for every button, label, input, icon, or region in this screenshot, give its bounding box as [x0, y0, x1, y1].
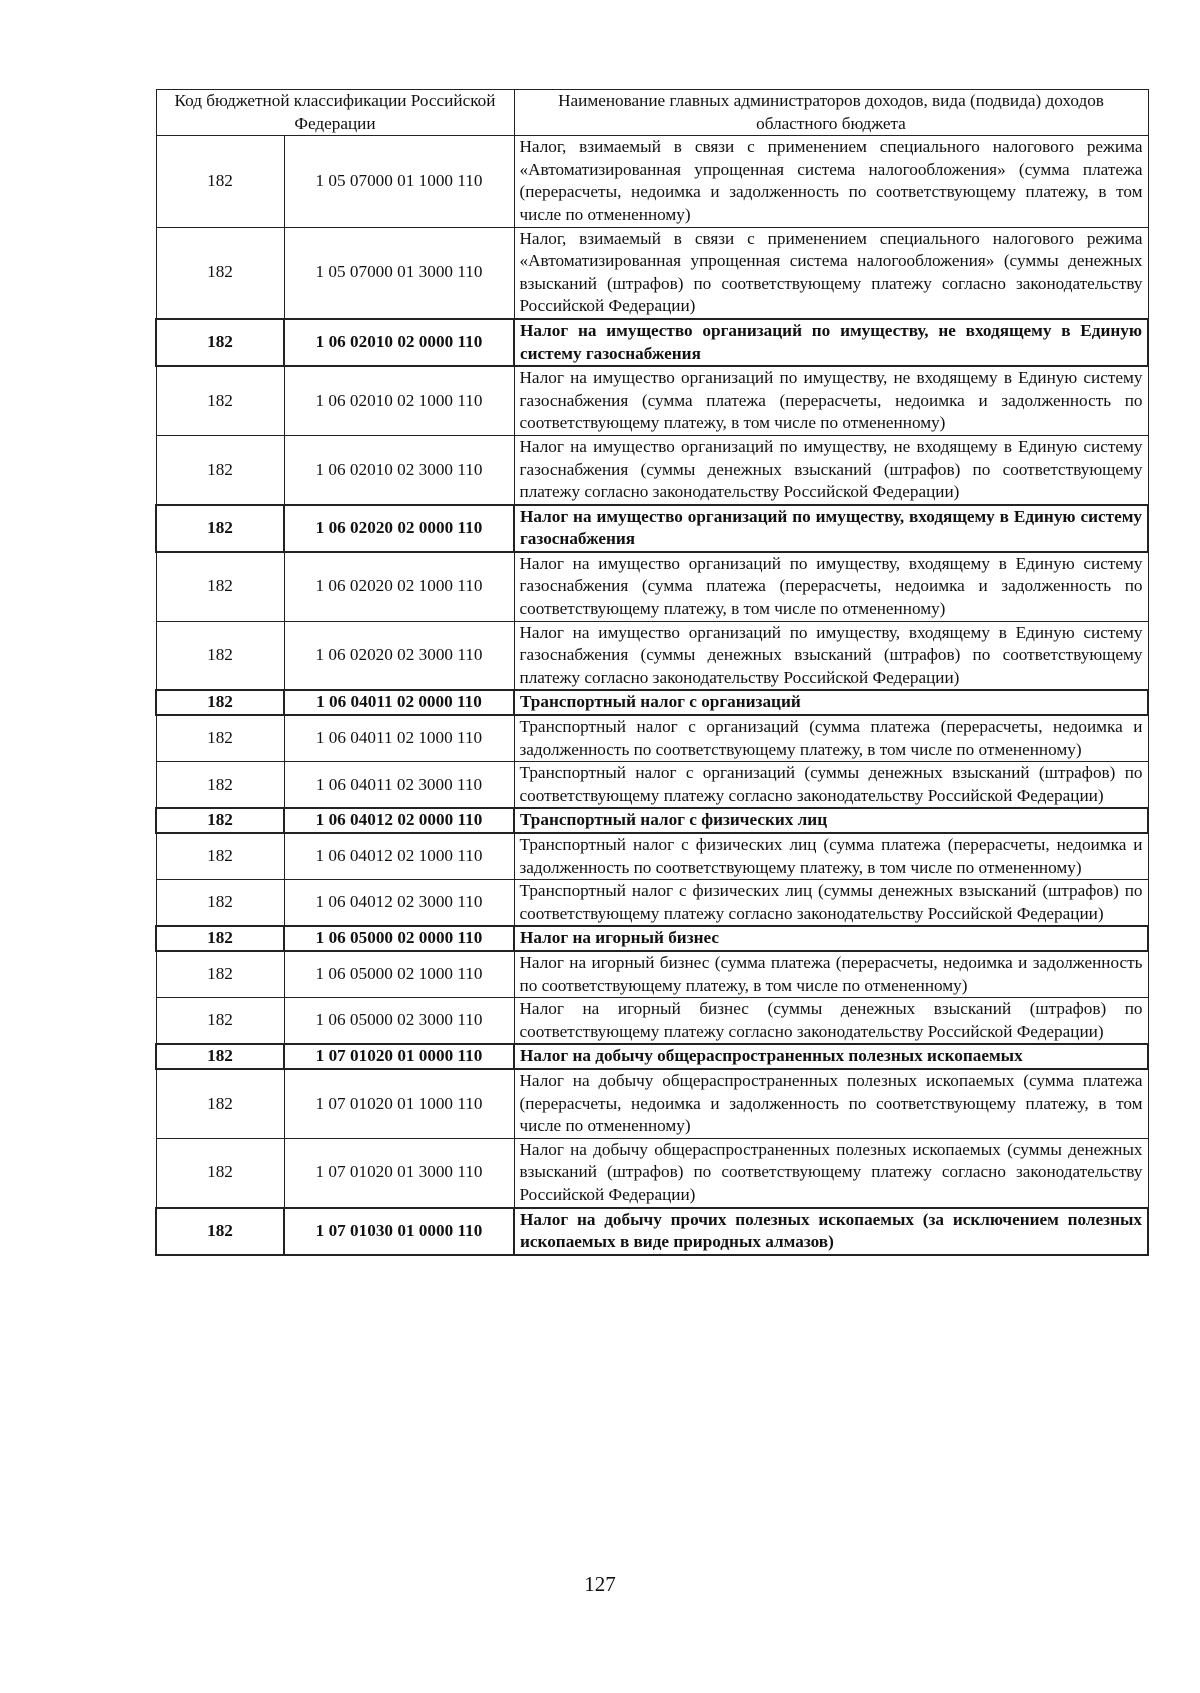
admin-code-cell: 182	[156, 505, 284, 552]
income-name-cell: Налог на имущество организаций по имуществу, не входящему в Единую систему газоснабжения (суммы денежных взысканий (штрафов) по соответствующему платежу согласно законодательству Российской Федерации)	[514, 435, 1148, 504]
budget-code-cell: 1 06 05000 02 3000 110	[284, 998, 514, 1045]
table-row	[156, 136, 1148, 227]
budget-code-cell: 1 06 02020 02 1000 110	[284, 552, 514, 621]
income-name-cell: Налог на имущество организаций по имуществу, входящему в Единую систему газоснабжения (суммы денежных взысканий (штрафов) по соответствующему платежу согласно законодательству Российской Федерации)	[514, 621, 1148, 690]
page-number: 127	[584, 1572, 616, 1596]
budget-code-cell: 1 07 01020 01 0000 110	[284, 1044, 514, 1069]
table-row	[156, 833, 1148, 880]
table-row	[156, 808, 1148, 833]
admin-code-cell: 182	[156, 1044, 284, 1069]
table-row	[156, 1138, 1148, 1207]
income-name-cell: Налог, взимаемый в связи с применением специального налогового режима «Автоматизированная упрощенная система налогообложения» (сумма платежа (перерасчеты, недоимка и задолженность по соответствующему платежу, в том числе по отмененному)	[514, 136, 1148, 227]
admin-code-cell: 182	[156, 808, 284, 833]
budget-classification-table	[155, 89, 1149, 1256]
budget-code-cell: 1 06 02020 02 0000 110	[284, 505, 514, 552]
budget-code-cell: 1 06 04011 02 3000 110	[284, 762, 514, 809]
table-row	[156, 998, 1148, 1045]
table-row	[156, 926, 1148, 951]
table-row	[156, 880, 1148, 927]
budget-code-cell: 1 06 04011 02 1000 110	[284, 715, 514, 762]
budget-code-cell: 1 07 01020 01 3000 110	[284, 1138, 514, 1207]
admin-code-cell: 182	[156, 1208, 284, 1255]
budget-code-cell: 1 06 02020 02 3000 110	[284, 621, 514, 690]
budget-code-cell: 1 06 04011 02 0000 110	[284, 690, 514, 715]
budget-code-cell: 1 06 05000 02 0000 110	[284, 926, 514, 951]
income-name-cell: Транспортный налог с организаций	[514, 690, 1148, 715]
income-name-cell: Транспортный налог с организаций (сумма платежа (перерасчеты, недоимка и задолженность по соответствующему платежу, в том числе по отмененному)	[514, 715, 1148, 762]
table-header-row	[156, 90, 1148, 136]
table-row	[156, 1069, 1148, 1138]
admin-code-cell: 182	[156, 435, 284, 504]
table-row	[156, 951, 1148, 998]
budget-code-cell: 1 05 07000 01 3000 110	[284, 227, 514, 319]
table-row	[156, 762, 1148, 809]
income-name-cell: Налог на имущество организаций по имуществу, не входящему в Единую систему газоснабжения (сумма платежа (перерасчеты, недоимка и задолженность по соответствующему платежу, в том числе по отмененному)	[514, 366, 1148, 435]
income-name-cell: Транспортный налог с физических лиц (сумма платежа (перерасчеты, недоимка и задолженность по соответствующему платежу, в том числе по отмененному)	[514, 833, 1148, 880]
budget-code-cell: 1 06 02010 02 3000 110	[284, 435, 514, 504]
income-name-cell: Налог на добычу общераспространенных полезных ископаемых (суммы денежных взысканий (штрафов) по соответствующему платежу согласно законодательству Российской Федерации)	[514, 1138, 1148, 1207]
admin-code-cell: 182	[156, 715, 284, 762]
income-name-cell: Налог на игорный бизнес	[514, 926, 1148, 951]
income-name-cell: Налог на имущество организаций по имуществу, входящему в Единую систему газоснабжения (сумма платежа (перерасчеты, недоимка и задолженность по соответствующему платежу, в том числе по отмененному)	[514, 552, 1148, 621]
code-column-header: Код бюджетной классификации Российской Федерации	[156, 90, 514, 136]
budget-code-cell: 1 06 02010 02 0000 110	[284, 319, 514, 366]
income-name-cell: Налог на добычу общераспространенных полезных ископаемых	[514, 1044, 1148, 1069]
admin-code-cell: 182	[156, 1069, 284, 1138]
table-row	[156, 621, 1148, 690]
budget-code-cell: 1 06 05000 02 1000 110	[284, 951, 514, 998]
table-row	[156, 366, 1148, 435]
income-name-cell: Налог на игорный бизнес (суммы денежных взысканий (штрафов) по соответствующему платежу согласно законодательству Российской Федерации)	[514, 998, 1148, 1045]
income-name-cell: Транспортный налог с физических лиц (суммы денежных взысканий (штрафов) по соответствующему платежу согласно законодательству Российской Федерации)	[514, 880, 1148, 927]
admin-code-cell: 182	[156, 880, 284, 927]
budget-code-cell: 1 05 07000 01 1000 110	[284, 136, 514, 227]
income-name-cell: Транспортный налог с организаций (суммы денежных взысканий (штрафов) по соответствующему платежу согласно законодательству Российской Федерации)	[514, 762, 1148, 809]
admin-code-cell: 182	[156, 833, 284, 880]
income-name-cell: Транспортный налог с физических лиц	[514, 808, 1148, 833]
table-row	[156, 319, 1148, 366]
admin-code-cell: 182	[156, 552, 284, 621]
table-row	[156, 1208, 1148, 1255]
name-column-header: Наименование главных администраторов доходов, вида (подвида) доходов областного бюджета	[514, 90, 1148, 136]
admin-code-cell: 182	[156, 690, 284, 715]
admin-code-cell: 182	[156, 136, 284, 227]
admin-code-cell: 182	[156, 762, 284, 809]
admin-code-cell: 182	[156, 319, 284, 366]
budget-code-cell: 1 06 04012 02 1000 110	[284, 833, 514, 880]
budget-code-cell: 1 06 04012 02 3000 110	[284, 880, 514, 927]
budget-code-cell: 1 06 02010 02 1000 110	[284, 366, 514, 435]
table-row	[156, 715, 1148, 762]
budget-code-cell: 1 07 01020 01 1000 110	[284, 1069, 514, 1138]
income-name-cell: Налог на добычу общераспространенных полезных ископаемых (сумма платежа (перерасчеты, недоимка и задолженность по соответствующему платежу, в том числе по отмененному)	[514, 1069, 1148, 1138]
table-row	[156, 505, 1148, 552]
table-row	[156, 690, 1148, 715]
admin-code-cell: 182	[156, 951, 284, 998]
admin-code-cell: 182	[156, 227, 284, 319]
table-row	[156, 552, 1148, 621]
table-row	[156, 435, 1148, 504]
income-name-cell: Налог на игорный бизнес (сумма платежа (перерасчеты, недоимка и задолженность по соответствующему платежу, в том числе по отмененному)	[514, 951, 1148, 998]
table-body	[156, 136, 1148, 1255]
admin-code-cell: 182	[156, 926, 284, 951]
table-row	[156, 1044, 1148, 1069]
income-name-cell: Налог на имущество организаций по имуществу, не входящему в Единую систему газоснабжения	[514, 319, 1148, 366]
budget-code-cell: 1 07 01030 01 0000 110	[284, 1208, 514, 1255]
income-name-cell: Налог на имущество организаций по имуществу, входящему в Единую систему газоснабжения	[514, 505, 1148, 552]
table-row	[156, 227, 1148, 319]
income-name-cell: Налог на добычу прочих полезных ископаемых (за исключением полезных ископаемых в виде природных алмазов)	[514, 1208, 1148, 1255]
admin-code-cell: 182	[156, 998, 284, 1045]
admin-code-cell: 182	[156, 621, 284, 690]
budget-code-cell: 1 06 04012 02 0000 110	[284, 808, 514, 833]
admin-code-cell: 182	[156, 366, 284, 435]
income-name-cell: Налог, взимаемый в связи с применением специального налогового режима «Автоматизированная упрощенная система налогообложения» (суммы денежных взысканий (штрафов) по соответствующему платежу согласно законодательству Российской Федерации)	[514, 227, 1148, 319]
admin-code-cell: 182	[156, 1138, 284, 1207]
